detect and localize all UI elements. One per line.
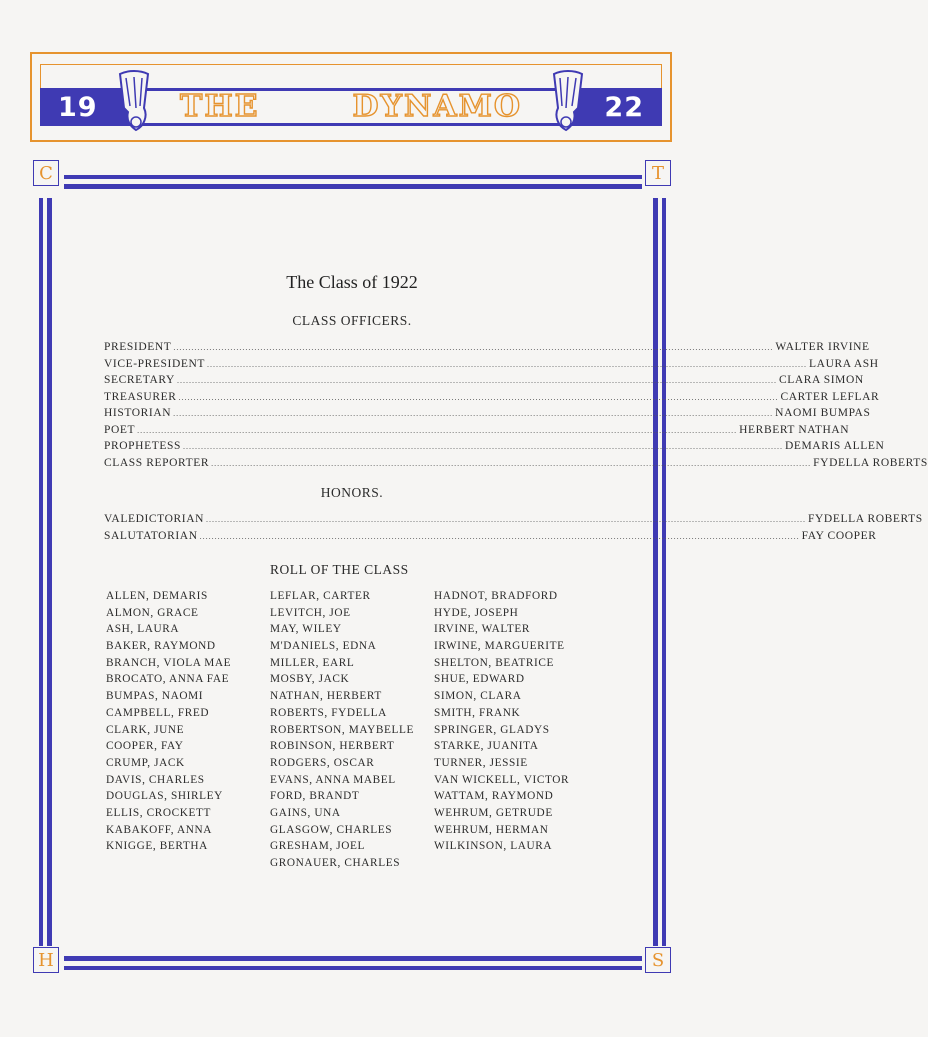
roll-name: BAKER, RAYMOND [106,640,216,653]
scroll-ornament-right-icon [548,68,588,134]
corner-box-top-right [645,160,671,186]
year-left: 19 [58,92,98,123]
leader-dots: ........................................................................................................................................................................................................ [199,531,800,541]
roll-name: WEHRUM, GETRUDE [434,806,553,819]
entry-row [104,422,850,439]
roll-heading: ROLL OF THE CLASS [270,562,409,577]
corner-box-bottom-left [33,947,59,973]
class-officers-heading: CLASS OFFICERS. [292,313,412,328]
entry-name: FYDELLA ROBERTS [813,456,928,469]
roll-columns [106,588,600,872]
roll-name: SPRINGER, GLADYS [434,723,550,736]
roll-name: ASH, LAURA [106,623,180,636]
roll-name: RODGERS, OSCAR [270,756,375,769]
roll-name: KNIGGE, BERTHA [106,840,208,853]
roll-name: GAINS, UNA [270,806,341,819]
roll-name: GRONAUER, CHARLES [270,857,401,869]
roll-name: BROCATO, ANNA FAE [106,673,230,686]
roll-name: WEHRUM, HERMAN [434,823,549,836]
entry-role: PRESIDENT [104,341,172,353]
roll-name: WILKINSON, LAURA [434,840,553,853]
entry-name: LAURA ASH [809,357,879,370]
entry-row [104,528,877,545]
banner-title-word-dynamo: DYNAMO [352,88,522,124]
roll-name: DOUGLAS, SHIRLEY [106,790,223,803]
leader-dots: ........................................................................................................................................................................................................ [173,409,774,418]
entry-name: WALTER IRVINE [775,341,870,353]
roll-name: CLARK, JUNE [106,723,185,736]
frame-left-outer [39,198,43,946]
roll-name: ROBERTS, FYDELLA [270,706,387,719]
roll-name: BRANCH, VIOLA MAE [106,656,232,669]
year-right: 22 [604,92,644,123]
entry-role: SECRETARY [104,374,175,386]
leader-dots: ........................................................................................................................................................................................................ [173,343,774,352]
honors-section [104,485,923,544]
banner-title [180,86,522,126]
roll-name: EVANS, ANNA MABEL [270,773,396,786]
roll-name: ALLEN, DEMARIS [106,590,208,602]
entry-row [104,339,870,356]
frame-left-inner [47,198,52,946]
page-content [104,272,928,872]
roll-column-1 [106,588,270,872]
entry-role: VALEDICTORIAN [104,513,205,525]
roll-name: SHELTON, BEATRICE [434,656,555,669]
roll-name: FORD, BRANDT [270,790,360,803]
roll-name: MOSBY, JACK [270,673,350,686]
entry-row [104,372,864,389]
roll-name: GLASGOW, CHARLES [270,823,393,836]
honors-heading: HONORS. [320,485,384,500]
entry-row [104,511,923,528]
entry-role: PROPHETESS [104,440,181,452]
leader-dots: ........................................................................................................................................................................................................ [211,458,812,468]
roll-name: SMITH, FRANK [434,706,521,719]
roll-name: MILLER, EARL [270,656,355,669]
corner-letter-t: T [651,162,664,184]
roll-name: ROBINSON, HERBERT [270,740,395,753]
leader-dots: ........................................................................................................................................................................................................ [206,515,807,524]
entry-name: CLARA SIMON [778,374,864,386]
roll-name: CRUMP, JACK [106,756,185,769]
roll-name: LEVITCH, JOE [270,606,351,619]
roll-name: HADNOT, BRADFORD [434,590,558,602]
honors-list [104,511,923,544]
frame-right-outer [662,198,666,946]
roll-name: NATHAN, HERBERT [270,690,382,703]
entry-name: HERBERT NATHAN [739,423,850,436]
roll-section [104,562,600,872]
corner-box-top-left [33,160,59,186]
roll-name: GRESHAM, JOEL [270,840,366,853]
entry-name: CARTER LEFLAR [780,390,880,403]
class-officers-section [104,313,928,471]
roll-name: ROBERTSON, MAYBELLE [270,723,414,736]
entry-row [104,356,879,373]
frame-bottom-outer [64,966,642,970]
roll-name: IRWINE, MARGUERITE [434,640,565,653]
roll-name: WATTAM, RAYMOND [434,790,554,803]
roll-name: IRVINE, WALTER [434,623,530,636]
scroll-ornament-left-icon [114,68,154,134]
roll-name: KABAKOFF, ANNA [106,823,213,836]
leader-dots: ........................................................................................................................................................................................................ [207,359,808,369]
banner-title-word-the: THE [180,88,260,124]
roll-name: LEFLAR, CARTER [270,590,371,602]
roll-name: DAVIS, CHARLES [106,773,205,786]
leader-dots: ........................................................................................................................................................................................................ [178,392,779,402]
roll-name: M'DANIELS, EDNA [270,640,377,653]
roll-name: VAN WICKELL, VICTOR [434,773,570,786]
entry-row [104,438,885,455]
frame-right-inner [653,198,658,946]
entry-role: HISTORIAN [104,407,172,419]
roll-name: STARKE, JUANITA [434,740,539,753]
corner-box-bottom-right [645,947,671,973]
leader-dots: ........................................................................................................................................................................................................ [182,442,783,451]
entry-name: FYDELLA ROBERTS [808,513,923,525]
roll-name: BUMPAS, NAOMI [106,690,204,703]
roll-name: SHUE, EDWARD [434,673,525,686]
roll-column-3 [434,588,598,872]
banner-content [30,52,672,142]
roll-column-2 [270,588,434,872]
roll-name: COOPER, FAY [106,740,184,753]
frame-top-outer [64,175,642,179]
entry-role: POET [104,423,136,436]
frame-top-inner [64,184,642,189]
corner-letter-s: S [651,949,665,971]
leader-dots: ........................................................................................................................................................................................................ [176,376,777,385]
entry-role: SALUTATORIAN [104,529,198,542]
roll-name: ELLIS, CROCKETT [106,806,212,819]
entry-row [104,405,871,422]
corner-letter-h: H [38,949,54,971]
entry-role: CLASS REPORTER [104,456,210,469]
page-title: The Class of 1922 [286,272,418,292]
officers-list [104,339,928,471]
corner-letter-c: C [39,162,53,184]
entry-role: TREASURER [104,390,177,403]
roll-name: HYDE, JOSEPH [434,606,519,619]
entry-name: FAY COOPER [801,529,877,542]
frame-bottom-inner [64,956,642,961]
roll-name: TURNER, JESSIE [434,756,528,769]
leader-dots: ........................................................................................................................................................................................................ [137,425,738,435]
entry-name: DEMARIS ALLEN [784,440,885,452]
roll-name: MAY, WILEY [270,623,342,636]
entry-row [104,389,880,406]
roll-name: CAMPBELL, FRED [106,706,210,719]
entry-row [104,455,928,472]
entry-role: VICE-PRESIDENT [104,357,206,370]
roll-name: SIMON, CLARA [434,690,522,703]
roll-name: ALMON, GRACE [106,606,199,619]
entry-name: NAOMI BUMPAS [775,407,871,419]
